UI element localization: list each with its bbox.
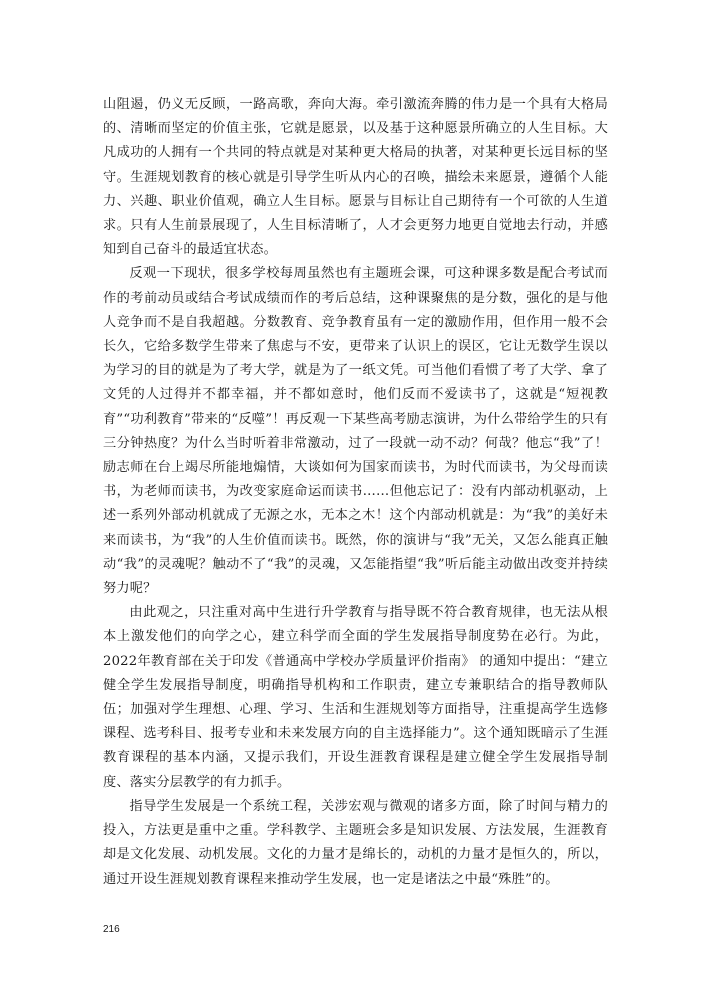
page-number: 216 <box>103 924 120 935</box>
paragraph-reflection: 反观一下现状，很多学校每周虽然也有主题班会课，可这种课多数是配合考试而作的考前动员或结合考试成绩而作的考后总结，这种课聚焦的是分数，强化的是与他人竞争而不是自我超越。分数教育、竞争教育虽有一定的激励作用，但作用一般不会长久，它给多数学生带来了焦虑与不安，更带来了认识上的误区，它让无数学生误以为学习的目的就是为了考大学，就是为了一纸文凭。可当他们看惯了考了大学、拿了文凭的人过得并不都幸福，并不都如意时，他们反而不爱读书了，这就是“短视教育”“功利教育”带来的“反噬”！再反观一下某些高考励志演讲，为什么带给学生的只有三分钟热度？为什么当时听着非常激动，过了一段就一动不动？何哉？他忘“我”了！励志师在台上竭尽所能地煽情，大谈如何为国家而读书，为时代而读书，为父母而读书，为老师而读书，为改变家庭命运而读书……但他忘记了：没有内部动机驱动，上述一系列外部动机就成了无源之水，无本之木！这个内部动机就是：为“我”的美好未来而读书，为“我”的人生价值而读书。既然，你的演讲与“我”无关，又怎么能真正触动“我”的灵魂呢？触动不了“我”的灵魂，又怎能指望“我”听后能主动做出改变并持续努力呢？ <box>103 266 608 597</box>
paragraph-conclusion: 指导学生发展是一个系统工程，关涉宏观与微观的诸多方面，除了时间与精力的投入，方法更是重中之重。学科教学、主题班会多是知识发展、方法发展，生涯教育却是文化发展、动机发展。文化的力量才是绵长的，动机的力量才是恒久的，所以，通过开设生涯规划教育课程来推动学生发展，也一定是诸法之中最“殊胜”的。 <box>103 798 608 887</box>
paragraph-policy: 由此观之，只注重对高中生进行升学教育与指导既不符合教育规律，也无法从根本上激发他们的向学之心，建立科学而全面的学生发展指导制度势在必行。为此，2022年教育部在关于印发《普通高中学校办学质量评价指南》 的通知中提出：“建立健全学生发展指导制度，明确指导机构和工作职责，建立专兼职结合的指导教师队伍；加强对学生理想、心理、学习、生活和生涯规划等方面指导，注重提高学生选修课程、选考科目、报考专业和未来发展方向的自主选择能力”。这个通知既暗示了生涯教育课程的基本内涵，又提示我们，开设生涯教育课程是建立健全学生发展指导制度、落实分层教学的有力抓手。 <box>103 605 608 790</box>
body-text <box>103 93 608 892</box>
paragraph-continued: 山阻遏，仍义无反顾，一路高歌，奔向大海。牵引激流奔腾的伟力是一个具有大格局的、清晰而坚定的价值主张，它就是愿景，以及基于这种愿景所确立的人生目标。大凡成功的人拥有一个共同的特点就是对某种更大格局的执著，对某种更长远目标的坚守。生涯规划教育的核心就是引导学生听从内心的召唤，描绘未来愿景，遵循个人能力、兴趣、职业价值观，确立人生目标。愿景与目标让自己期待有一个可欲的人生道求。只有人生前景展现了，人生目标清晰了，人才会更努力地更自觉地去行动，并感知到自己奋斗的最适宜状态。 <box>103 97 608 258</box>
